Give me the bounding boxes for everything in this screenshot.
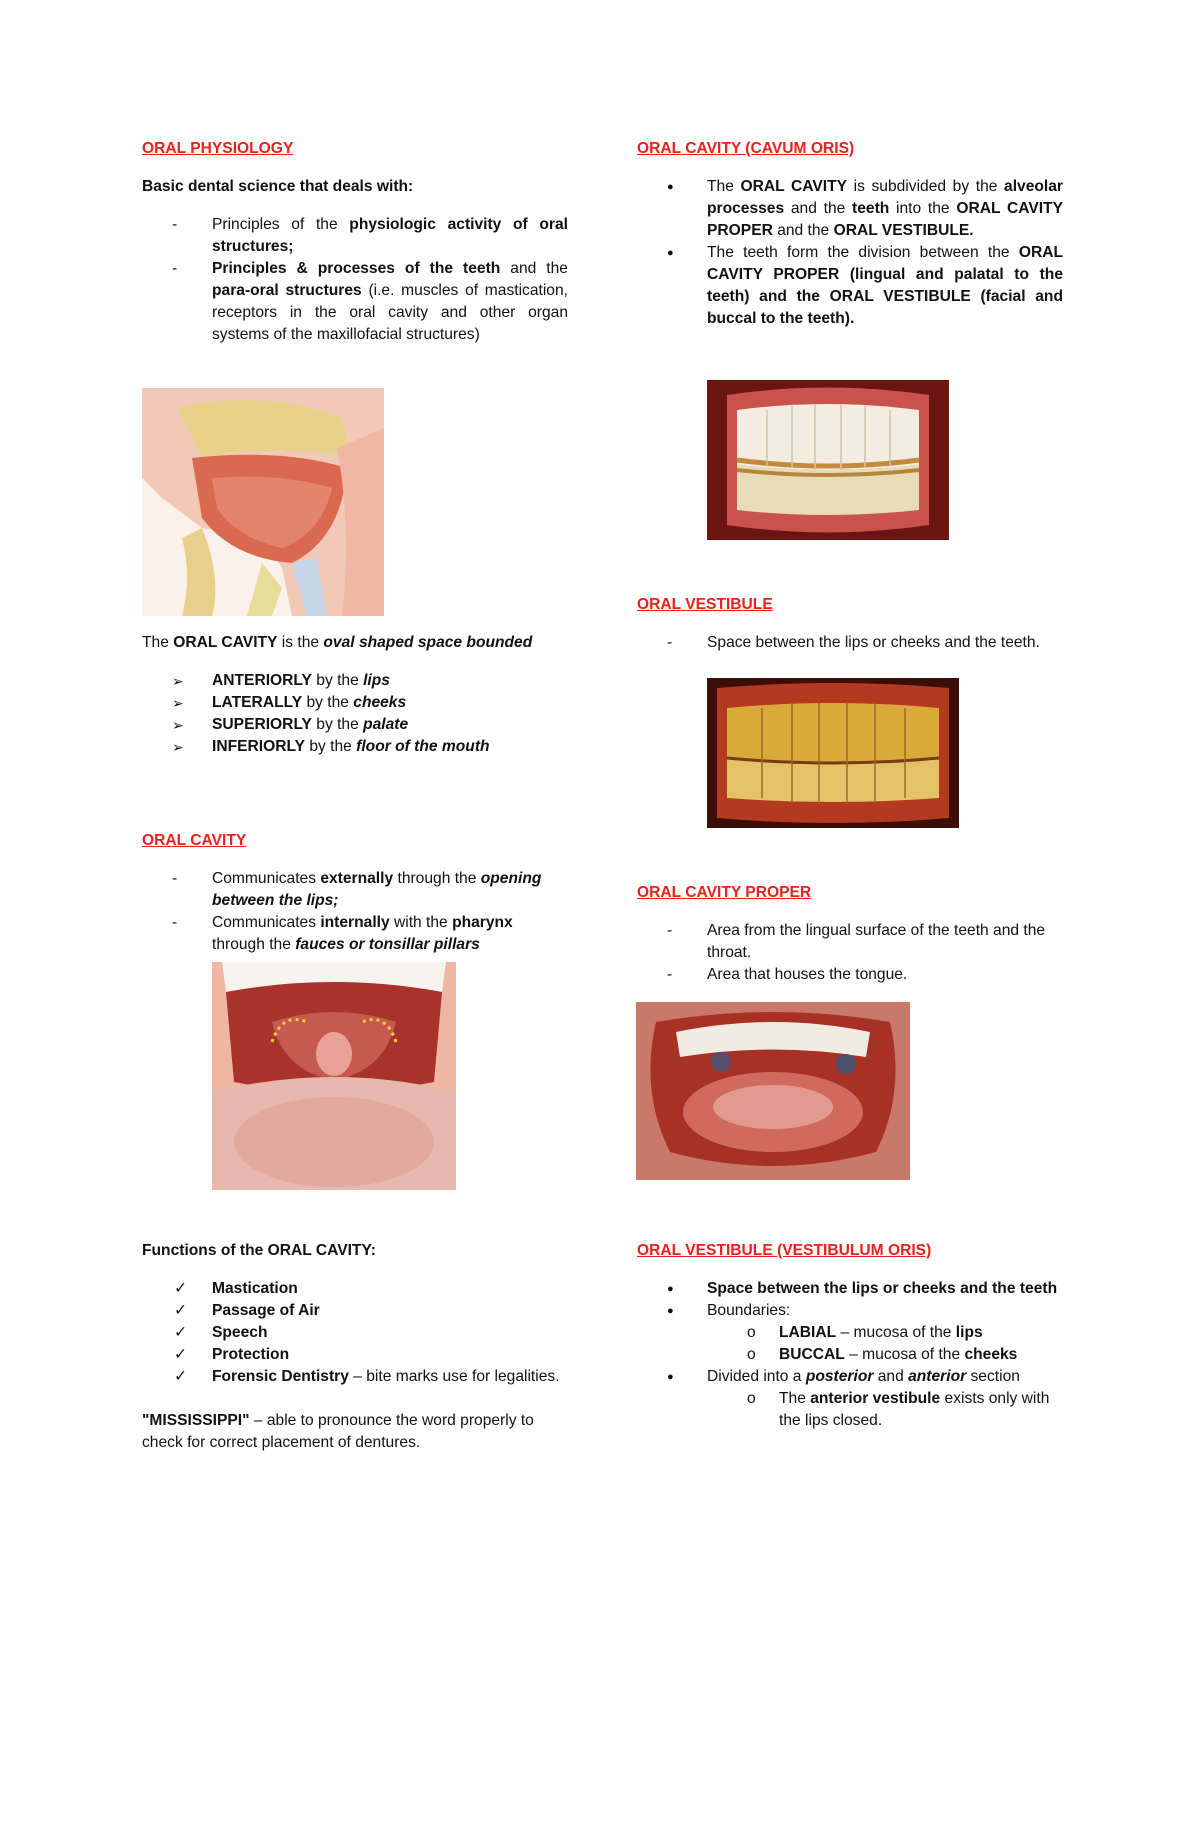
vestibulum-heading: ORAL VESTIBULE (VESTIBULUM ORIS) (637, 1242, 932, 1259)
oral-cavity-heading: ORAL CAVITY (142, 832, 247, 849)
cavum-oris-list (637, 176, 1063, 330)
proper-list (637, 920, 1063, 986)
list-item: - Principles of the physiologic activity of oral structures; (142, 214, 568, 258)
oral-cavity-list (142, 868, 568, 956)
vestibule-heading: ORAL VESTIBULE (637, 596, 773, 613)
list-item: ● The teeth form the division between the ORAL CAVITY PROPER (lingual and palatal to the teeth) and the ORAL VESTIBULE (facial and buccal to the teeth). (637, 242, 1063, 330)
open-mouth-tongue-image (636, 1002, 910, 1180)
list-item: o LABIAL – mucosa of the lips (637, 1322, 1063, 1344)
list-item: - Communicates externally through the opening between the lips; (142, 868, 568, 912)
list-item: ➢ LATERALLY by the cheeks (142, 692, 568, 714)
list-item: ✓ Speech (142, 1322, 568, 1344)
proper-section (637, 882, 1063, 986)
list-item: ➢ SUPERIORLY by the palate (142, 714, 568, 736)
list-item: - Space between the lips or cheeks and the teeth. (637, 632, 1063, 654)
list-item: - Principles & processes of the teeth and the para-oral structures (i.e. muscles of mastication, receptors in the oral cavity and other organ systems of the maxillofacial structures) (142, 258, 568, 346)
list-item: o The anterior vestibule exists only with the lips closed. (637, 1388, 1063, 1432)
list-item: - Area from the lingual surface of the teeth and the throat. (637, 920, 1063, 964)
oral-physiology-heading: ORAL PHYSIOLOGY (142, 140, 294, 157)
functions-heading: Functions of the ORAL CAVITY: (142, 1242, 376, 1259)
functions-section (142, 1240, 568, 1454)
proper-heading: ORAL CAVITY PROPER (637, 884, 812, 901)
list-item: ● Divided into a posterior and anterior section (637, 1366, 1063, 1388)
vestibulum-section (637, 1240, 1063, 1432)
mississippi-note: "MISSISSIPPI" – able to pronounce the word properly to check for correct placement of dentures. (142, 1412, 534, 1451)
anterior-sublist (637, 1388, 1063, 1432)
head-sagittal-anatomy-image (142, 388, 384, 616)
oral-physiology-intro: Basic dental science that deals with: (142, 178, 414, 195)
cavum-oris-heading: ORAL CAVITY (CAVUM ORIS) (637, 140, 855, 157)
oval-space-text: The ORAL CAVITY is the oval shaped space bounded (142, 634, 533, 651)
list-item: ● Space between the lips or cheeks and the teeth (637, 1278, 1063, 1300)
boundaries-sublist (637, 1322, 1063, 1366)
teeth-stained-image (707, 678, 959, 828)
list-item: ● The ORAL CAVITY is subdivided by the alveolar processes and the teeth into the ORAL CAVITY PROPER and the ORAL VESTIBULE. (637, 176, 1063, 242)
open-mouth-throat-image (212, 962, 456, 1190)
oval-space-section (142, 632, 568, 758)
vestibule-section (637, 594, 1063, 654)
list-item: o BUCCAL – mucosa of the cheeks (637, 1344, 1063, 1366)
list-item: ➢ INFERIORLY by the floor of the mouth (142, 736, 568, 758)
list-item: ➢ ANTERIORLY by the lips (142, 670, 568, 692)
teeth-front-view-image (707, 380, 949, 540)
boundaries-list (142, 670, 568, 758)
list-item: - Communicates internally with the pharynx through the fauces or tonsillar pillars (142, 912, 568, 956)
right-column (637, 138, 1063, 330)
functions-list (142, 1278, 568, 1388)
left-column (142, 138, 568, 346)
list-item: ✓ Passage of Air (142, 1300, 568, 1322)
list-item: - Area that houses the tongue. (637, 964, 1063, 986)
oral-cavity-section (142, 830, 568, 956)
vestibule-list (637, 632, 1063, 654)
vestibulum-list (637, 1278, 1063, 1322)
oral-physiology-list (142, 214, 568, 346)
list-item: ● Boundaries: (637, 1300, 1063, 1322)
list-item: ✓ Forensic Dentistry – bite marks use for legalities. (142, 1366, 568, 1388)
divided-list (637, 1366, 1063, 1388)
list-item: ✓ Mastication (142, 1278, 568, 1300)
list-item: ✓ Protection (142, 1344, 568, 1366)
